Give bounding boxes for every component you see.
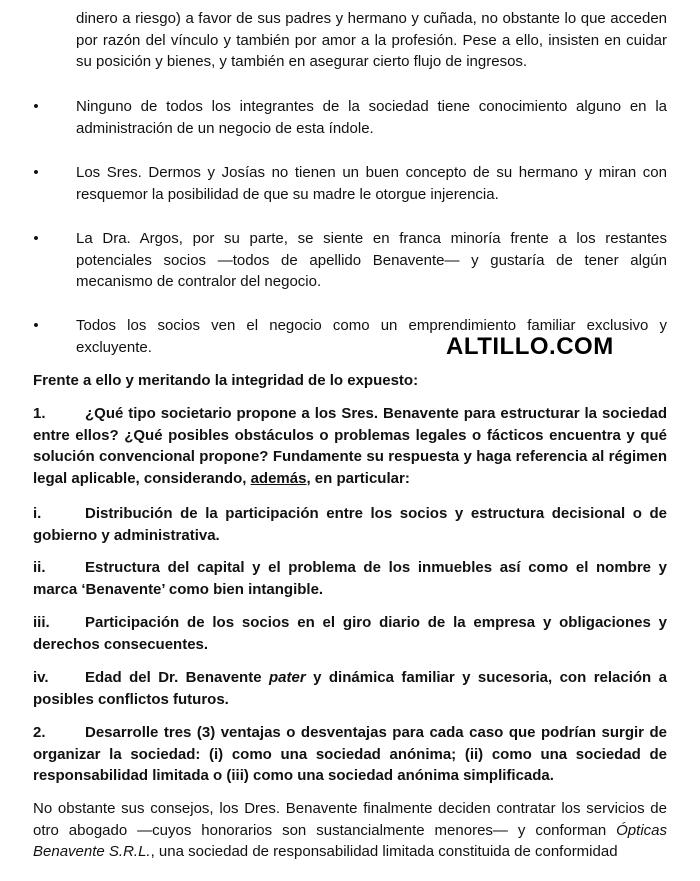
question-1 (33, 403, 667, 489)
subitem-text-end: y dinámica familiar y sucesoria, con relación a posibles conflictos futuros. (33, 669, 667, 708)
closing-paragraph (33, 798, 667, 863)
subitem-iv (33, 667, 667, 710)
bullet-text: Los Sres. Dermos y Josías no tienen un buen concepto de su hermano y miran con resquemor la posibilidad de que su madre le otorgue injerencia. (76, 164, 667, 203)
bullet-symbol: • (33, 317, 39, 334)
question-number: 2. (33, 724, 46, 741)
subitem-text: Estructura del capital y el problema de los inmuebles así como el nombre y marca ‘Benavente’ como bien intangible. (33, 559, 667, 598)
bullet-symbol: • (33, 164, 39, 181)
subitem-iii (33, 612, 667, 655)
question-2 (33, 722, 667, 787)
subitem-text: Distribución de la participación entre los socios y estructura decisional o de gobierno y administrativa. (33, 505, 667, 544)
closing-text-end: , una sociedad de responsabilidad limitada constituida de conformidad (150, 843, 618, 860)
subitem-i (33, 503, 667, 546)
closing-text: No obstante sus consejos, los Dres. Benavente finalmente deciden contratar los servicios de otro abogado —cuyos honorarios son sustancialmente menores— y conforman (33, 800, 667, 839)
question-text: ¿Qué tipo societario propone a los Sres. Benavente para estructurar la sociedad entre ellos? ¿Qué posibles obstáculos o problemas legales o fácticos encuentra y qué solución convencional propone? Fundamente su respuesta y haga referencia al régimen legal aplicable, considerando, (33, 405, 667, 487)
continuation-paragraph: dinero a riesgo) a favor de sus padres y hermano y cuñada, no obstante lo que acceden por razón del vínculo y también por amor a la profesión. Pese a ello, insisten en cuidar su posición y bienes, y también en asegurar cierto flujo de ingresos. (76, 10, 667, 70)
subitem-number: i. (33, 505, 42, 522)
bullet-symbol: • (33, 230, 39, 247)
subitem-number: iv. (33, 669, 49, 686)
subitem-ii (33, 557, 667, 600)
bullet-text: Todos los socios ven el negocio como un emprendimiento familiar exclusivo y excluyente. (76, 317, 667, 356)
bullet-symbol: • (33, 98, 39, 115)
subitem-number: ii. (33, 559, 46, 576)
subitem-text: Edad del Dr. Benavente (85, 669, 269, 686)
intro-line: Frente a ello y meritando la integridad de lo expuesto: (33, 372, 419, 389)
question-number: 1. (33, 405, 46, 422)
subitem-number: iii. (33, 614, 50, 631)
question-text: Desarrolle tres (3) ventajas o desventajas para cada caso que podrían surgir de organizar la sociedad: (i) como una sociedad anónima; (ii) como una sociedad de responsabilidad limitada o (iii) como una sociedad anónima simplificada. (33, 724, 667, 784)
bullet-text: La Dra. Argos, por su parte, se siente en franca minoría frente a los restantes potenciales socios —todos de apellido Benavente— y gustaría de tener algún mecanismo de contralor del negocio. (76, 230, 667, 290)
question-text-end: , en particular: (306, 469, 410, 487)
watermark-logo: ALTILLO.COM (446, 333, 614, 360)
underlined-word: además (250, 469, 307, 487)
bullet-text: Ninguno de todos los integrantes de la sociedad tiene conocimiento alguno en la administración de un negocio de esta índole. (76, 98, 667, 137)
company-name: Ópticas Benavente S.R.L. (33, 821, 667, 860)
subitem-text: Participación de los socios en el giro diario de la empresa y obligaciones y derechos consecuentes. (33, 614, 667, 653)
italic-word: pater (268, 669, 306, 686)
